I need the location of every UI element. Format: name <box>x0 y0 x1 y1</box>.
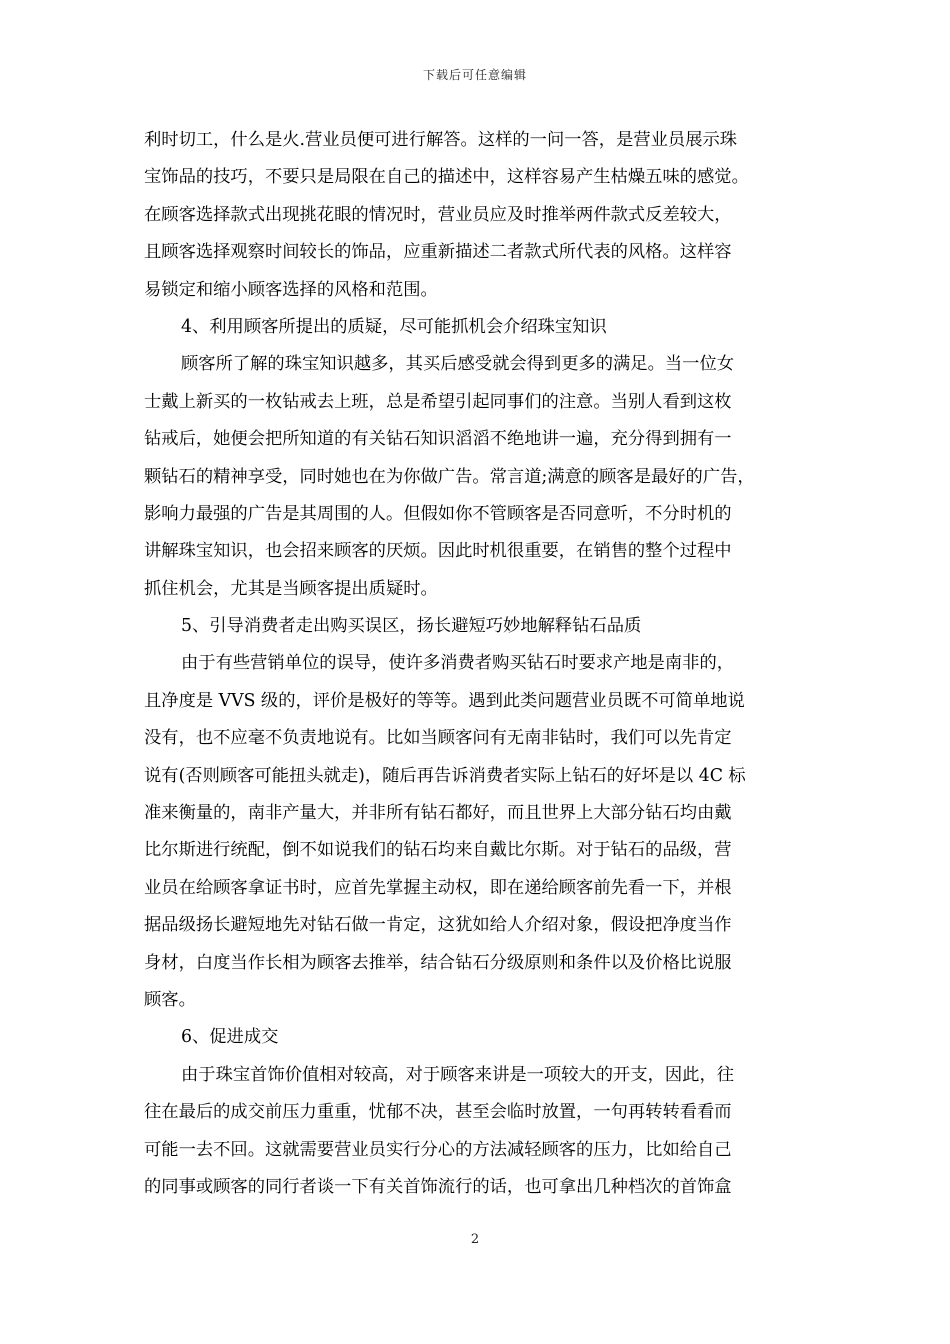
text-line: 士戴上新买的一枚钻戒去上班，总是希望引起同事们的注意。当别人看到这枚 <box>144 391 732 412</box>
document-body <box>144 122 808 1206</box>
text-line: 4、利用顾客所提出的质疑，尽可能抓机会介绍珠宝知识 <box>181 316 607 337</box>
text-line: 讲解珠宝知识，也会招来顾客的厌烦。因此时机很重要，在销售的整个过程中 <box>144 541 732 562</box>
text-line: 业员在给顾客拿证书时，应首先掌握主动权，即在递给顾客前先看一下，并根 <box>144 877 732 898</box>
text-line: 宝饰品的技巧，不要只是局限在自己的描述中，这样容易产生枯燥五味的感觉。 <box>144 167 749 188</box>
text-line: 在顾客选择款式出现挑花眼的情况时，营业员应及时推举两件款式反差较大， <box>144 204 732 225</box>
text-line: 顾客。 <box>144 989 196 1010</box>
page-number: 2 <box>470 1232 480 1247</box>
text-line: 比尔斯进行统配，倒不如说我们的钻石均来自戴比尔斯。对于钻石的品级，营 <box>144 840 732 861</box>
text-line: 易锁定和缩小顾客选择的风格和范围。 <box>144 279 438 300</box>
text-line: 顾客所了解的珠宝知识越多，其买后感受就会得到更多的满足。当一位女 <box>181 354 735 375</box>
text-line: 的同事或顾客的同行者谈一下有关首饰流行的话，也可拿出几种档次的首饰盒 <box>144 1176 732 1197</box>
text-line: 钻戒后，她便会把所知道的有关钻石知识滔滔不绝地讲一遍，充分得到拥有一 <box>144 429 732 450</box>
text-line: 5、引导消费者走出购买误区，扬长避短巧妙地解释钻石品质 <box>181 616 642 637</box>
text-line: 且净度是 VVS 级的，评价是极好的等等。遇到此类问题营业员既不可简单地说 <box>144 690 745 711</box>
text-line: 说有(否则顾客可能扭头就走)，随后再告诉消费者实际上钻石的好坏是以 4C 标 <box>144 765 746 786</box>
text-line: 6、促进成交 <box>181 1027 279 1048</box>
text-line: 利时切工，什么是火.营业员便可进行解答。这样的一问一答，是营业员展示珠 <box>144 130 738 150</box>
text-line: 没有，也不应毫不负责地说有。比如当顾客问有无南非钻时，我们可以先肯定 <box>144 728 732 749</box>
text-line: 据品级扬长避短地先对钻石做一肯定，这犹如给人介绍对象，假设把净度当作 <box>144 915 732 936</box>
text-line: 且顾客选择观察时间较长的饰品，应重新描述二者款式所代表的风格。这样容 <box>144 242 732 263</box>
text-line: 往在最后的成交前压力重重，忧郁不决，甚至会临时放置，一句再转转看看而 <box>144 1102 732 1123</box>
text-line: 身材，白度当作长相为顾客去推举，结合钻石分级原则和条件以及价格比说服 <box>144 952 732 973</box>
text-line: 抓住机会，尤其是当顾客提出质疑时。 <box>144 578 438 599</box>
text-line: 颗钻石的精神享受，同时她也在为你做广告。常言道;满意的顾客是最好的广告， <box>144 466 755 487</box>
text-line: 由于有些营销单位的误导，使许多消费者购买钻石时要求产地是南非的， <box>181 653 735 674</box>
text-line: 可能一去不回。这就需要营业员实行分心的方法减轻顾客的压力，比如给自己 <box>144 1139 732 1160</box>
text-line: 准来衡量的，南非产量大，并非所有钻石都好，而且世界上大部分钻石均由戴 <box>144 803 732 824</box>
text-line: 由于珠宝首饰价值相对较高，对于顾客来讲是一项较大的开支，因此，往 <box>181 1064 735 1085</box>
page-header: 下载后可任意编辑 <box>422 68 527 82</box>
text-line: 影响力最强的广告是其周围的人。但假如你不管顾客是否同意听，不分时机的 <box>144 503 732 524</box>
